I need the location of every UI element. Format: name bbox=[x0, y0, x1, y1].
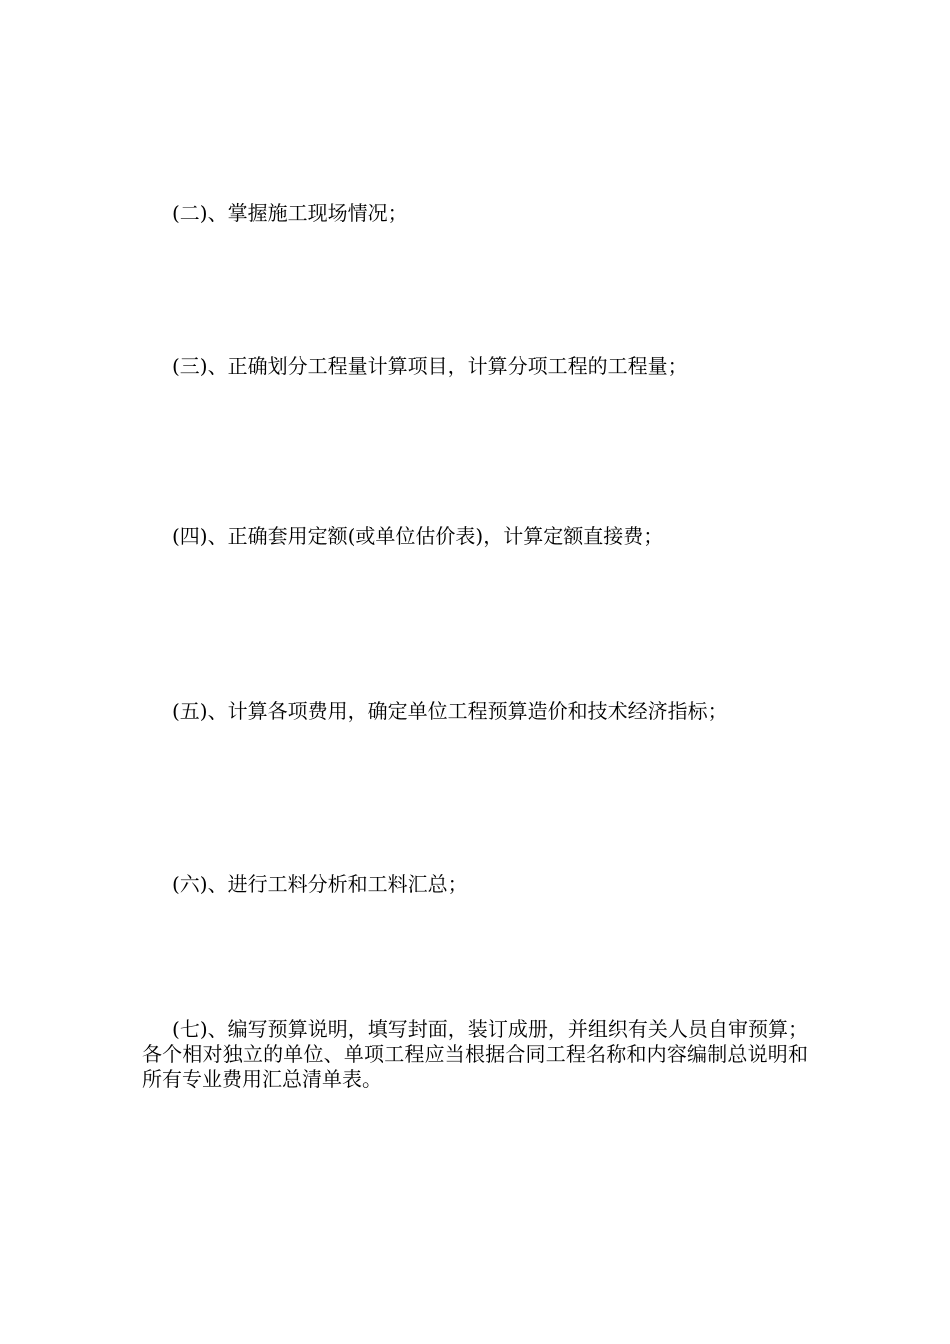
step-2-text: (二)、掌握施工现场情况； bbox=[172, 201, 408, 225]
step-7-paragraph: (七)、编写预算说明，填写封面，装订成册，并组织有关人员自审预算；各个相对独立的单位、单项工程应当根据合同工程名称和内容编制总说明和所有专业费用汇总清单表。 bbox=[142, 1017, 808, 1091]
step-6-text: (六)、进行工料分析和工料汇总； bbox=[172, 872, 468, 896]
step-5-text: (五)、计算各项费用，确定单位工程预算造价和技术经济指标； bbox=[172, 699, 728, 723]
step-3-text: (三)、正确划分工程量计算项目，计算分项工程的工程量； bbox=[172, 354, 688, 378]
step-4-text: (四)、正确套用定额(或单位估价表)，计算定额直接费； bbox=[172, 524, 664, 548]
